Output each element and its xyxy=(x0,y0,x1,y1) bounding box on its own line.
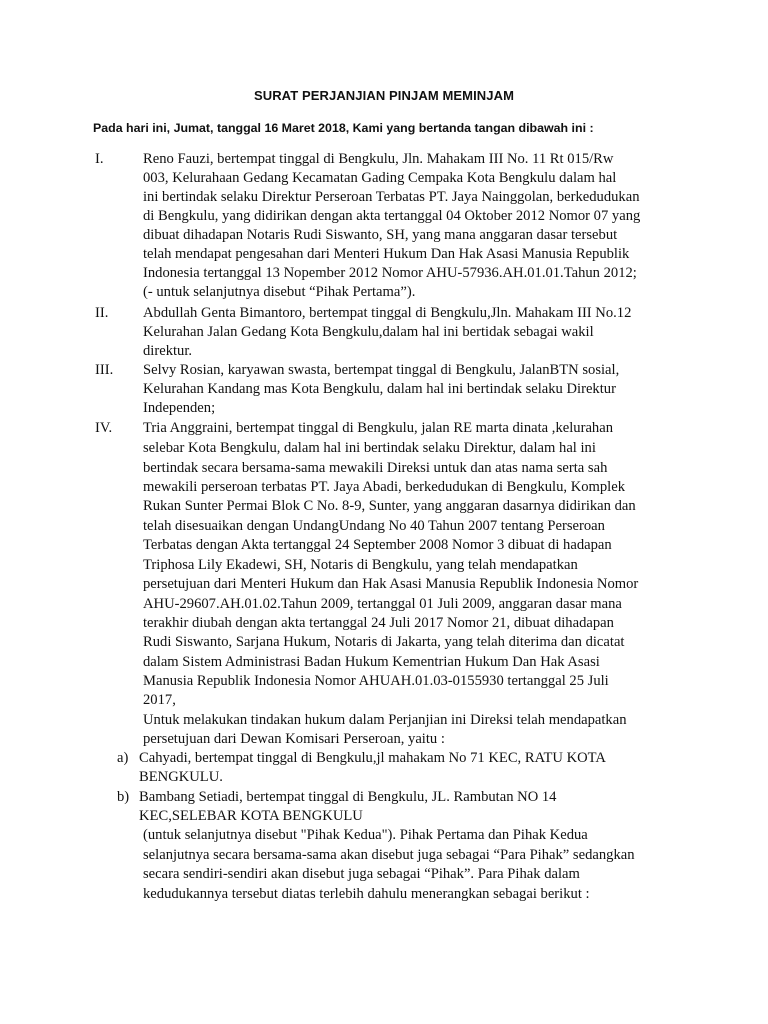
closing-line: (untuk selanjutnya disebut "Pihak Kedua"). Pihak Pertama dan Pihak Kedua xyxy=(143,827,588,843)
party-line: Independen; xyxy=(143,400,216,416)
sub-party-line: Cahyadi, bertempat tinggal di Bengkulu,jl mahakam No 71 KEC, RATU KOTA xyxy=(139,750,606,766)
party-line: 2017, xyxy=(143,692,176,708)
document-intro: Pada hari ini, Jumat, tanggal 16 Maret 2018, Kami yang bertanda tangan dibawah ini : xyxy=(93,121,594,135)
party-line: Terbatas dengan Akta tertanggal 24 September 2008 Nomor 3 dibuat di hadapan xyxy=(143,537,612,553)
party-line: Rudi Siswanto, Sarjana Hukum, Notaris di Jakarta, yang telah diterima dan dicatat xyxy=(143,634,625,650)
party-line: Untuk melakukan tindakan hukum dalam Perjanjian ini Direksi telah mendapatkan xyxy=(143,712,627,728)
party-line: persetujuan dari Menteri Hukum dan Hak Asasi Manusia Republik Indonesia Nomor xyxy=(143,576,639,592)
party-line: AHU-29607.AH.01.02.Tahun 2009, tertanggal 01 Juli 2009, anggaran dasar mana xyxy=(143,596,622,612)
party-numeral: II. xyxy=(95,305,109,321)
party-line: persetujuan dari Dewan Komisari Perseroan, yaitu : xyxy=(143,731,445,747)
closing-line: secara sendiri-sendiri akan disebut juga sebagai “Pihak”. Para Pihak dalam xyxy=(143,866,580,882)
sub-party-line: Bambang Setiadi, bertempat tinggal di Bengkulu, JL. Rambutan NO 14 xyxy=(139,789,557,805)
party-line: Selvy Rosian, karyawan swasta, bertempat tinggal di Bengkulu, JalanBTN sosial, xyxy=(143,362,620,378)
party-line: ini bertindak selaku Direktur Perseroan Terbatas PT. Jaya Nainggolan, berkedudukan xyxy=(143,189,640,205)
party-line: Tria Anggraini, bertempat tinggal di Bengkulu, jalan RE marta dinata ,kelurahan xyxy=(143,420,613,436)
party-line: terakhir diubah dengan akta tertanggal 24 Juli 2017 Nomor 21, dibuat dihadapan xyxy=(143,615,614,631)
closing-line: kedudukannya tersebut diatas terlebih dahulu menerangkan sebagai berikut : xyxy=(143,886,590,902)
party-line: telah disesuaikan dengan UndangUndang No 40 Tahun 2007 tentang Perseroan xyxy=(143,518,605,534)
party-line: Kelurahan Kandang mas Kota Bengkulu, dalam hal ini bertindak selaku Direktur xyxy=(143,381,616,397)
party-line: di Bengkulu, yang didirikan dengan akta tertanggal 04 Oktober 2012 Nomor 07 yang xyxy=(143,208,641,224)
party-line: Rukan Sunter Permai Blok C No. 8-9, Sunter, yang anggaran dasarnya didirikan dan xyxy=(143,498,636,514)
party-line: Abdullah Genta Bimantoro, bertempat tinggal di Bengkulu,Jln. Mahakam III No.12 xyxy=(143,305,632,321)
party-numeral: IV. xyxy=(95,420,113,436)
party-line: dalam Sistem Administrasi Badan Hukum Kementrian Hukum Dan Hak Asasi xyxy=(143,654,600,670)
party-line: Kelurahan Jalan Gedang Kota Bengkulu,dalam hal ini bertidak sebagai wakil xyxy=(143,324,594,340)
party-line: Indonesia tertanggal 13 Nopember 2012 Nomor AHU-57936.AH.01.01.Tahun 2012; xyxy=(143,265,637,281)
party-numeral: III. xyxy=(95,362,114,378)
sub-party-line: KEC,SELEBAR KOTA BENGKULU xyxy=(139,808,363,824)
party-line: Manusia Republik Indonesia Nomor AHUAH.01.03-0155930 tertanggal 25 Juli xyxy=(143,673,609,689)
closing-line: selanjutnya secara bersama-sama akan disebut juga sebagai “Para Pihak” sedangkan xyxy=(143,847,635,863)
sub-party-line: BENGKULU. xyxy=(139,769,223,785)
party-line: mewakili perseroan terbatas PT. Jaya Abadi, berkedudukan di Bengkulu, Komplek xyxy=(143,479,626,495)
party-line: direktur. xyxy=(143,343,193,359)
party-line: telah mendapat pengesahan dari Menteri Hukum Dan Hak Asasi Manusia Republik xyxy=(143,246,630,262)
party-line: (- untuk selanjutnya disebut “Pihak Pertama”). xyxy=(143,284,416,300)
party-line: bertindak secara bersama-sama mewakili Direksi untuk dan atas nama serta sah xyxy=(143,460,608,476)
party-line: selebar Kota Bengkulu, dalam hal ini bertindak selaku Direktur, dalam hal ini xyxy=(143,440,596,456)
document-title: SURAT PERJANJIAN PINJAM MEMINJAM xyxy=(253,88,515,103)
sub-party-marker: b) xyxy=(117,789,130,805)
party-numeral: I. xyxy=(95,151,104,167)
party-line: Triphosa Lily Ekadewi, SH, Notaris di Bengkulu, yang telah mendapatkan xyxy=(143,557,578,573)
sub-party-marker: a) xyxy=(117,750,129,766)
party-line: dibuat dihadapan Notaris Rudi Siswanto, SH, yang mana anggaran dasar tersebut xyxy=(143,227,618,243)
party-line: Reno Fauzi, bertempat tinggal di Bengkulu, Jln. Mahakam III No. 11 Rt 015/Rw xyxy=(143,151,614,167)
party-line: 003, Kelurahaan Gedang Kecamatan Gading Cempaka Kota Bengkulu dalam hal xyxy=(143,170,617,186)
